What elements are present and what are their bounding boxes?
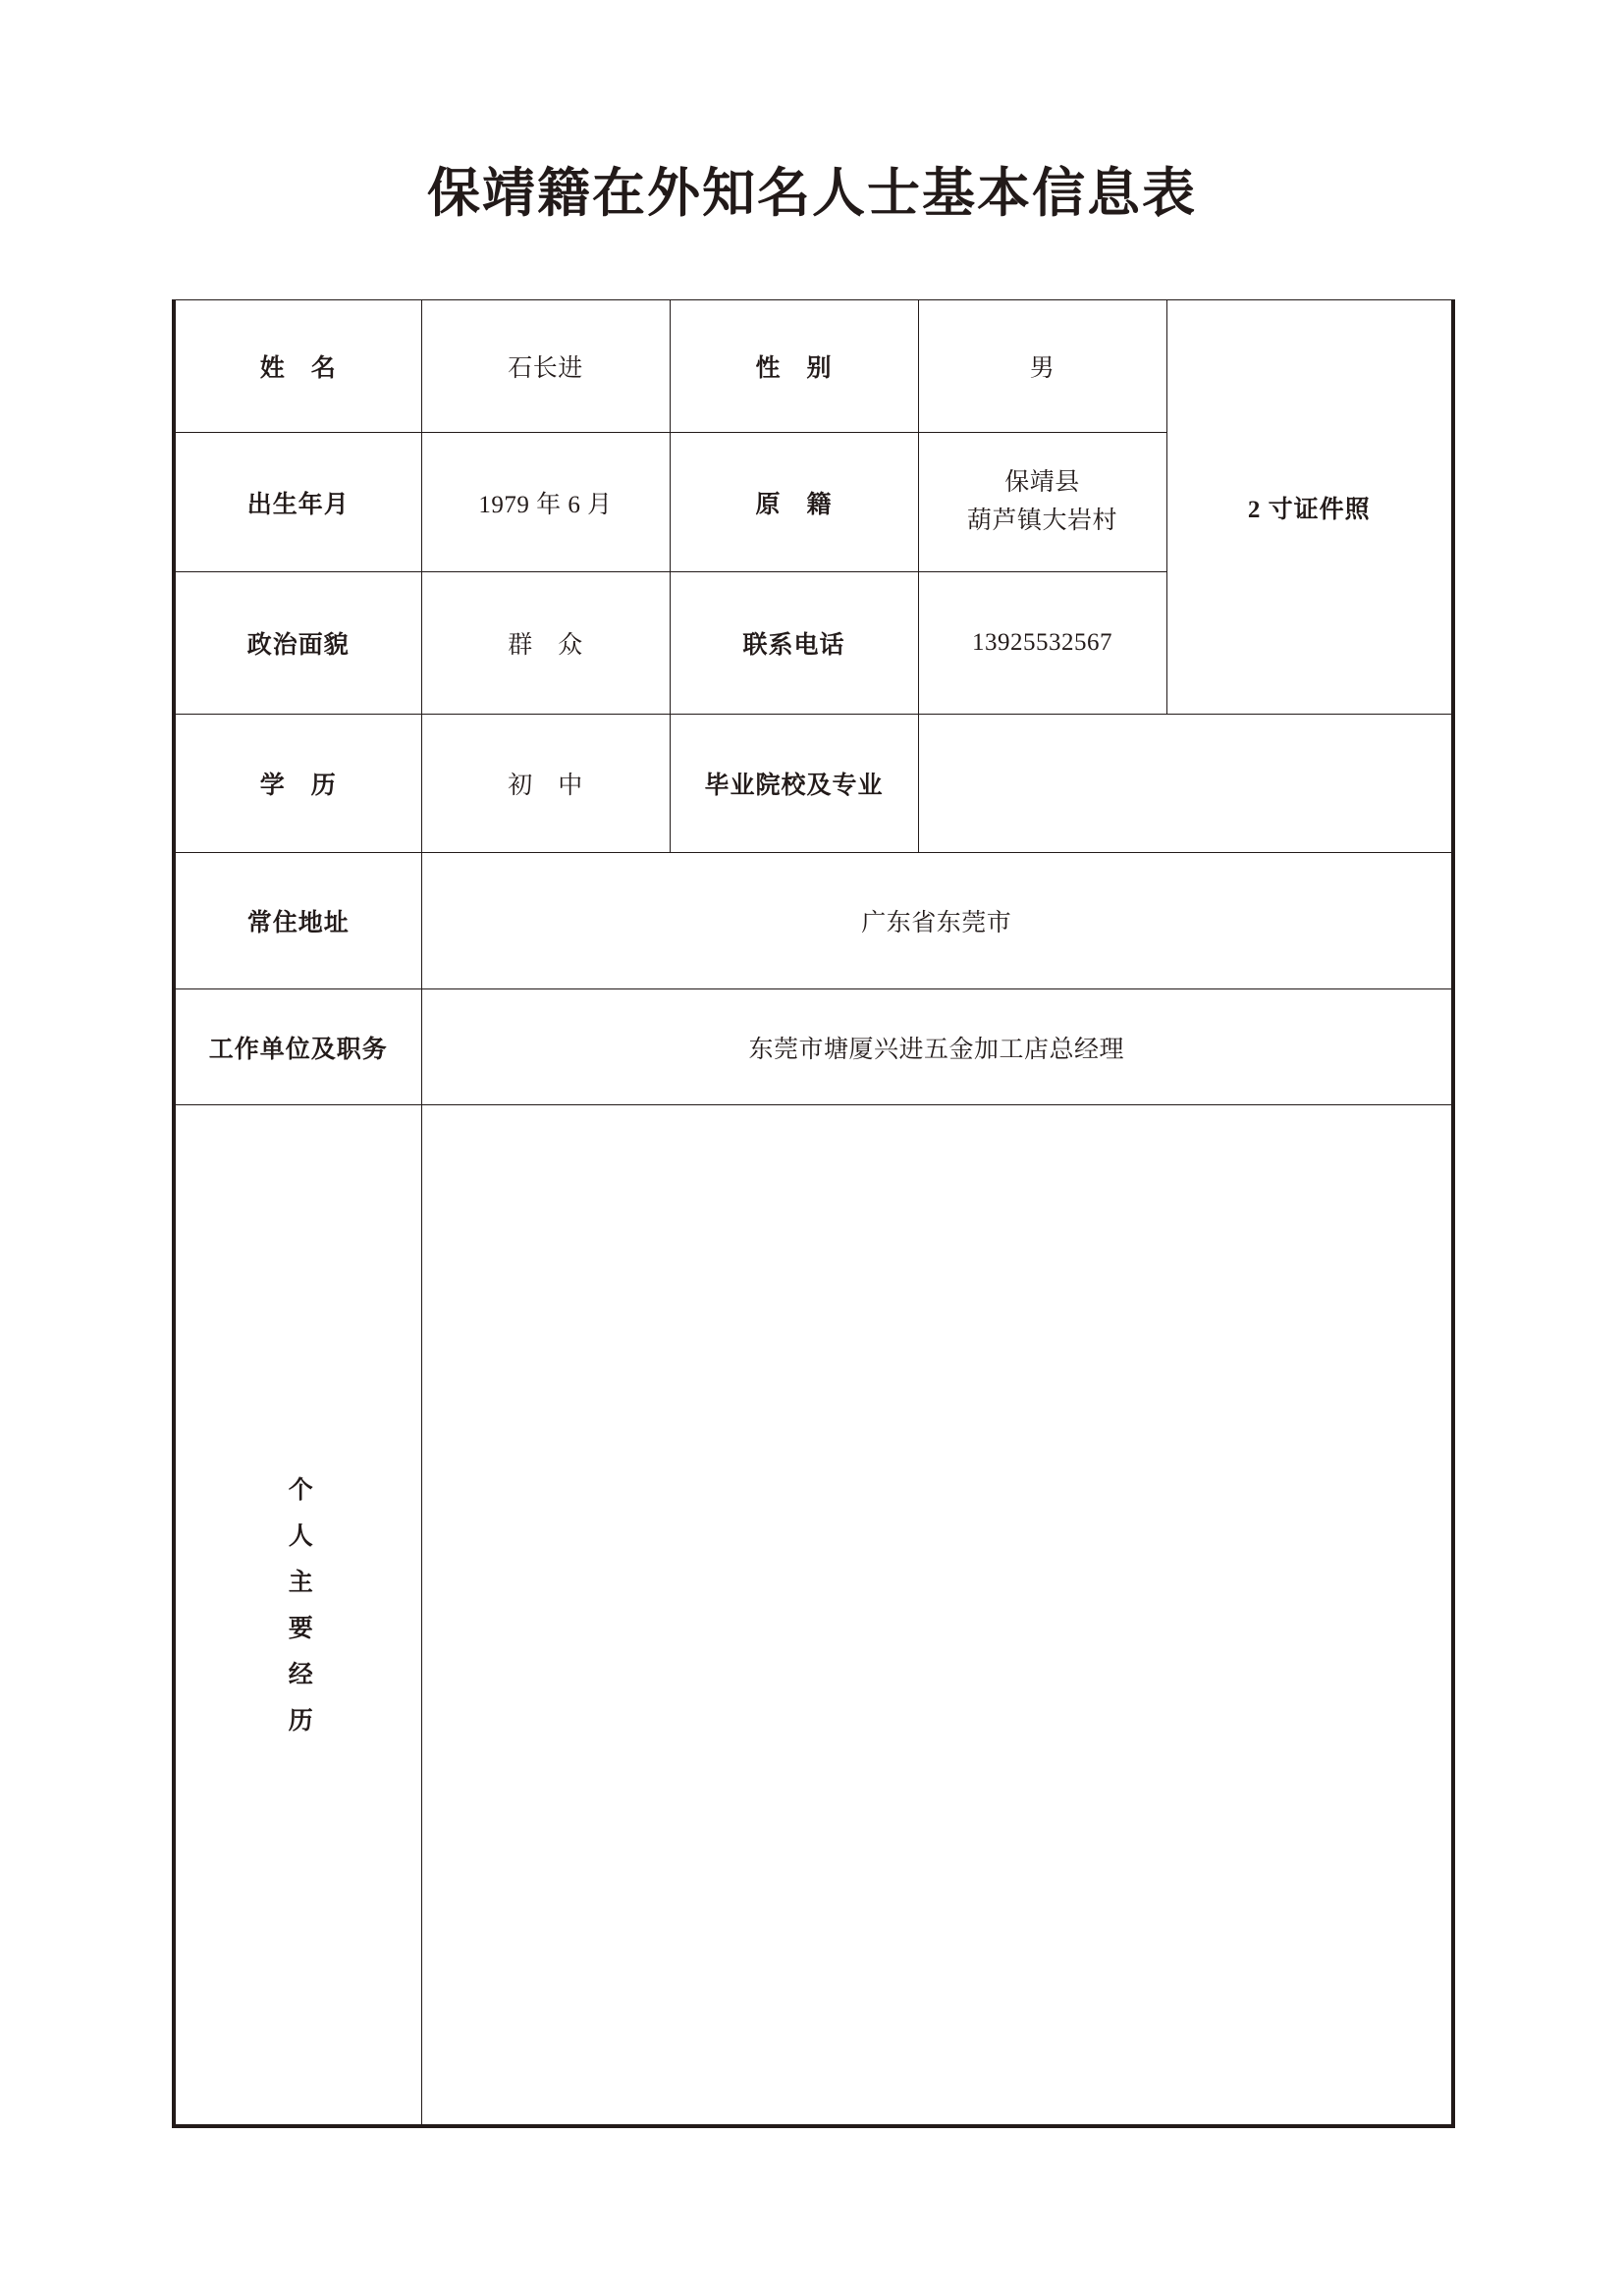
photo-placeholder-cell: 2 寸证件照	[1166, 300, 1453, 715]
value-origin-line2: 葫芦镇大岩村	[966, 507, 1117, 534]
value-political-status: 群 众	[421, 572, 670, 715]
table-row-address	[174, 853, 1453, 989]
value-workplace-position: 东莞市塘厦兴进五金加工店总经理	[421, 989, 1453, 1105]
value-education: 初 中	[421, 715, 670, 853]
value-phone: 13925532567	[918, 572, 1166, 715]
label-residence-address: 常住地址	[174, 853, 421, 989]
value-gender: 男	[918, 300, 1166, 433]
label-gender: 性 别	[670, 300, 918, 433]
value-residence-address: 广东省东莞市	[421, 853, 1453, 989]
value-origin-line1: 保靖县	[1004, 468, 1080, 496]
label-origin: 原 籍	[670, 433, 918, 572]
table-row-workplace	[174, 989, 1453, 1105]
label-school-major: 毕业院校及专业	[670, 715, 918, 853]
value-name: 石长进	[421, 300, 670, 433]
value-origin	[918, 433, 1166, 572]
label-personal-experience-cell	[174, 1105, 421, 2127]
table-row-education	[174, 715, 1453, 853]
label-phone: 联系电话	[670, 572, 918, 715]
label-birth-date: 出生年月	[174, 433, 421, 572]
person-info-table	[172, 299, 1455, 2128]
value-birth-date: 1979 年 6 月	[421, 433, 670, 572]
experience-label-wrap	[176, 1105, 421, 2124]
table-row-name	[174, 300, 1453, 433]
label-political-status: 政治面貌	[174, 572, 421, 715]
value-school-major	[918, 715, 1453, 853]
label-workplace-position: 工作单位及职务	[174, 989, 421, 1105]
value-personal-experience	[421, 1105, 1453, 2127]
label-personal-experience: 个人主要经历	[285, 1476, 312, 1753]
page-title: 保靖籍在外知名人士基本信息表	[427, 164, 1197, 223]
table-row-experience	[174, 1105, 1453, 2127]
label-education: 学 历	[174, 715, 421, 853]
label-name: 姓 名	[174, 300, 421, 433]
